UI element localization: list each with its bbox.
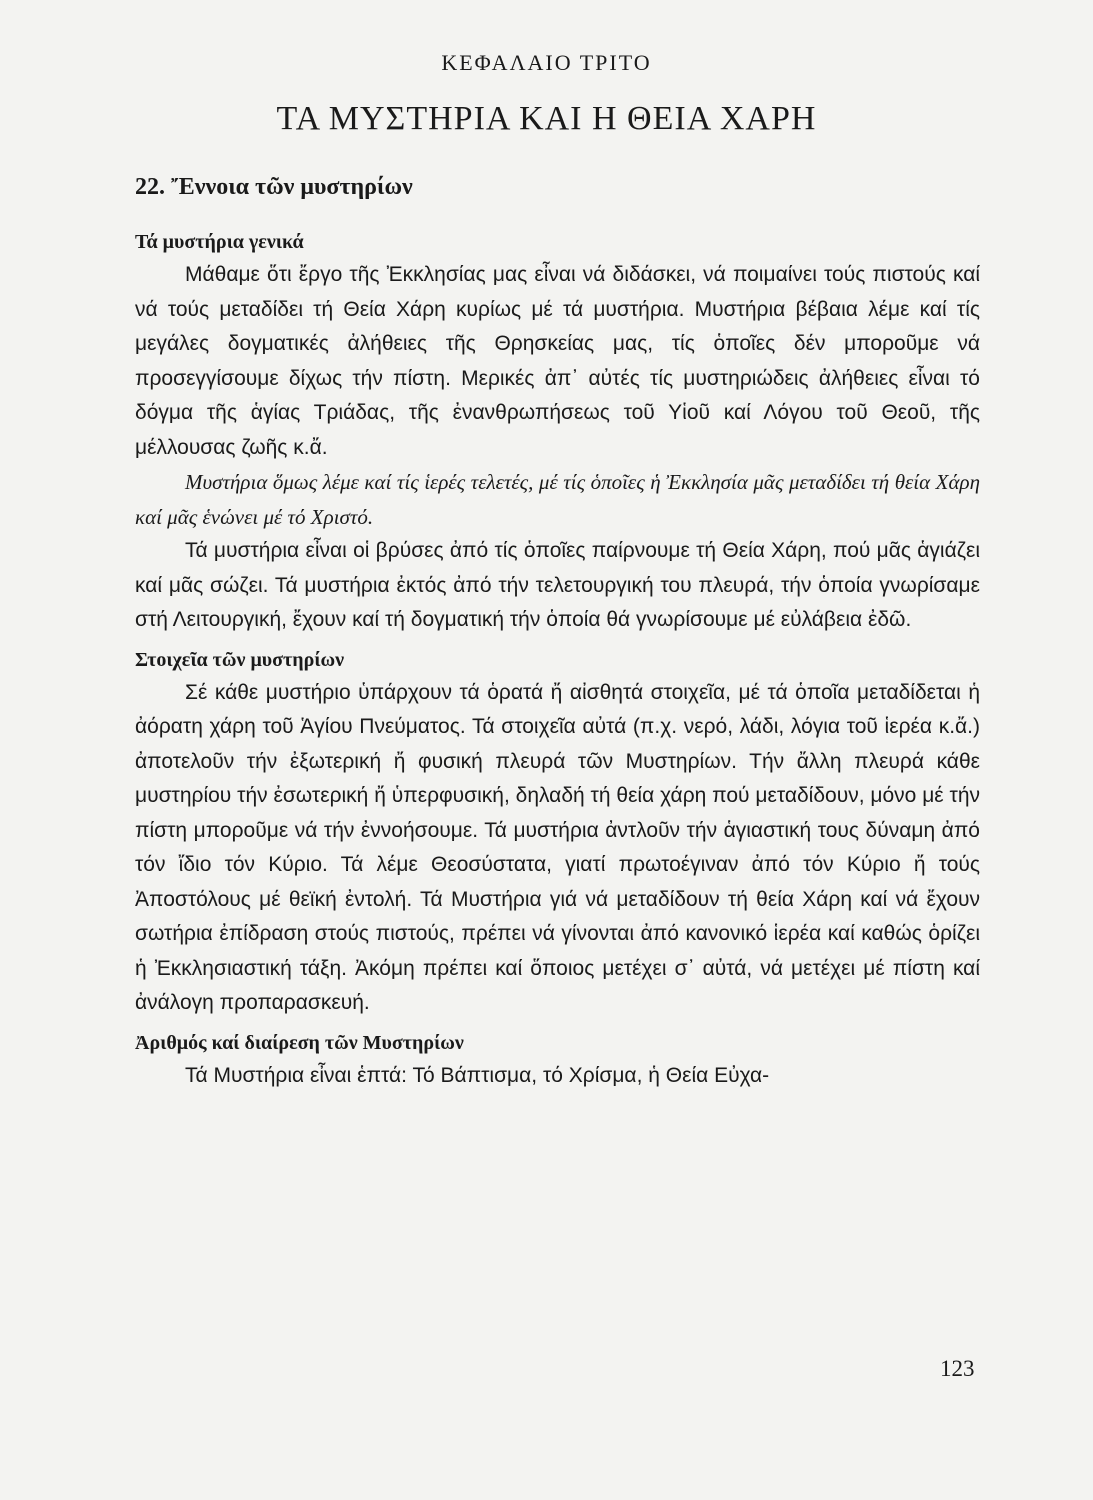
subsection-general (135, 226, 980, 638)
chapter-title: ΤΑ ΜΥΣΤΗΡΙΑ ΚΑΙ Η ΘΕΙΑ ΧΑΡΗ (276, 100, 817, 137)
paragraph: Τά μυστήρια εἶναι οἱ βρύσες ἀπό τίς ὁποῖες παίρνουμε τή Θεία Χάρη, πού μᾶς ἁγιάζει καί μᾶς σώζει. Τά μυστήρια ἐκτός ἀπό τήν τελετουργική του πλευρά, τήν ὁποία γνωρίσαμε στή Λειτουργική, ἔχουν καί τή δογματική τήν ὁποία θά γνωρίσουμε μέ εὐλάβεια ἐδῶ. (135, 539, 980, 631)
chapter-heading: ΚΕΦΑΛΑΙΟ ΤΡΙΤΟ (441, 50, 652, 75)
page-number: 123 (940, 1356, 975, 1381)
section-heading: 22. Ἔννοια τῶν μυστηρίων (135, 174, 413, 200)
page-body (135, 168, 980, 1093)
paragraph: Σέ κάθε μυστήριο ὑπάρχουν τά ὁρατά ἤ αἰσθητά στοιχεῖα, μέ τά ὁποῖα μεταδίδεται ἡ ἀόρατη χάρη τοῦ Ἁγίου Πνεύματος. Τά στοιχεῖα αὐτά (π.χ. νερό, λάδι, λόγια τοῦ ἱερέα κ.ἄ.) ἀποτελοῦν τήν ἐξωτερική ἤ φυσική πλευρά τῶν Μυστηρίων. Τήν ἄλλη πλευρά κάθε μυστηρίου τήν ἐσωτερική ἤ ὑπερφυσική, δηλαδή τή θεία χάρη πού μεταδίδουν, μόνο μέ τήν πίστη μποροῦμε νά τήν ἐννοήσουμε. Τά μυστήρια ἀντλοῦν τήν ἁγιαστική τους δύναμη ἀπό τόν ἴδιο τόν Κύριο. Τά λέμε Θεοσύστατα, γιατί πρωτοέγιναν ἀπό τόν Κύριο ἤ τούς Ἀποστόλους μέ θεϊκή ἐντολή. Τά Μυστήρια γιά νά μεταδίδουν τή θεία Χάρη καί νά ἔχουν σωτήρια ἐπίδραση στούς πιστούς, πρέπει νά γίνονται ἀπό κανονικό ἱερέα καί καθώς ὁρίζει ἡ Ἐκκλησιαστική τάξη. Ἀκόμη πρέπει καί ὅποιος μετέχει σ᾽ αὐτά, νά μετέχει μέ πίστη καί ἀνάλογη προπαρασκευή. (135, 680, 980, 1014)
subsection-number (135, 1027, 980, 1094)
subsection-heading: Στοιχεῖα τῶν μυστηρίων (135, 648, 345, 671)
subsection-heading: Τά μυστήρια γενικά (135, 231, 304, 253)
subsection-elements (135, 644, 980, 1021)
subsection-heading: Ἀριθμός καί διαίρεση τῶν Μυστηρίων (135, 1031, 464, 1054)
paragraph: Τά Μυστήρια εἶναι ἑπτά: Τό Βάπτισμα, τό Χρίσμα, ἡ Θεία Εὐχα- (185, 1063, 770, 1087)
paragraph: Μάθαμε ὅτι ἔργο τῆς Ἐκκλησίας μας εἶναι νά διδάσκει, νά ποιμαίνει τούς πιστούς καί νά τούς μεταδίδει τή Θεία Χάρη κυρίως μέ τά μυστήρια. Μυστήρια βέβαια λέμε καί τίς μεγάλες δογματικές ἀλήθειες τῆς Θρησκείας μας, τίς ὁποῖες δέν μποροῦμε νά προσεγγίσουμε δίχως τήν πίστη. Μερικές ἀπ᾽ αὐτές τίς μυστηριώδεις ἀλήθειες εἶναι τό δόγμα τῆς ἁγίας Τριάδας, τῆς ἐνανθρωπήσεως τοῦ Υἱοῦ καί Λόγου τοῦ Θεοῦ, τῆς μέλλουσας ζωῆς κ.ἄ. (135, 263, 980, 459)
paragraph-italic: Μυστήρια ὅμως λέμε καί τίς ἱερές τελετές, μέ τίς ὁποῖες ἡ Ἐκκλησία μᾶς μεταδίδει τή θεία Χάρη καί μᾶς ἑνώνει μέ τό Χριστό. (135, 470, 980, 529)
